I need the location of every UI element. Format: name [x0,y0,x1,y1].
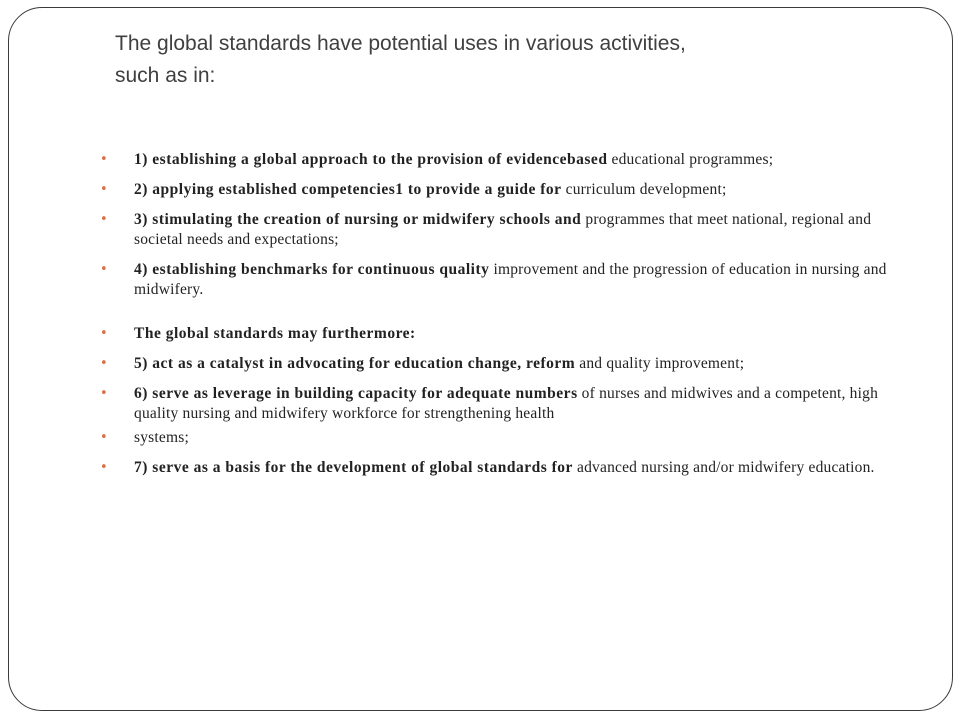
item-bold-text: 2) applying established competencies1 to provide a guide for [134,181,562,198]
list-item [100,260,910,300]
item-text: and quality improvement; [575,355,745,372]
bullet-icon: • [100,386,108,401]
item-bold-text: 6) serve as leverage in building capacity for adequate numbers [134,385,578,402]
list-item [100,458,910,478]
bullet-icon: • [100,430,108,445]
bullet-icon: • [100,182,108,197]
bullet-icon: • [100,326,108,341]
item-text: improvement and the progression of education in nursing and midwifery. [134,261,887,298]
item-bold-text: 7) serve as a basis for the development of global standards for [134,459,573,476]
list-item [100,180,910,200]
bullet-icon: • [100,212,108,227]
list-item [100,428,910,448]
item-bold-text: 5) act as a catalyst in advocating for education change, reform [134,355,576,372]
list-item [100,150,910,170]
list-item [100,210,910,250]
item-bold-text: 1) establishing a global approach to the provision of evidencebased [134,151,608,168]
list-item [100,384,910,424]
item-text: educational programmes; [607,151,774,168]
item-text: systems; [134,429,189,446]
item-text: advanced nursing and/or midwifery education. [572,459,875,476]
bullet-list [100,150,910,488]
list-item [100,354,910,374]
item-bold-text: 3) stimulating the creation of nursing or midwifery schools and [134,211,582,228]
bullet-icon: • [100,262,108,277]
bullet-icon: • [100,356,108,371]
bullet-icon: • [100,460,108,475]
title-line-1: The global standards have potential uses in various activities, [115,32,686,55]
item-bold-text: The global standards may furthermore: [134,325,416,342]
title-line-2: such as in: [115,64,216,87]
bullet-icon: • [100,152,108,167]
item-bold-text: 4) establishing benchmarks for continuous quality [134,261,490,278]
item-text: of nurses and midwives and a competent, high quality nursing and midwifery workforce for strengthening health [134,385,879,422]
item-text: programmes that meet national, regional and societal needs and expectations; [134,211,872,248]
list-item [100,324,910,344]
item-text: curriculum development; [561,181,727,198]
slide-title [115,28,835,92]
